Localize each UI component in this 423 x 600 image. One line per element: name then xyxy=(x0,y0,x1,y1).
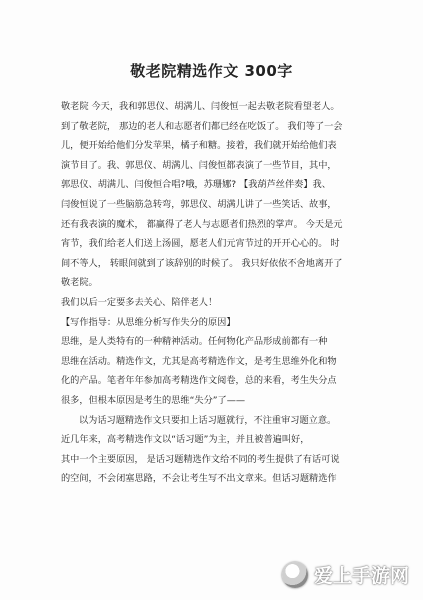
text-line: 以为话习题精选作文只要扣上话习题就行，不注重审习题立意。 xyxy=(79,414,337,426)
text-line: 演节目了。我、郭思仪、胡满儿、闫俊恒都表演了一些节目，其中， xyxy=(61,159,337,171)
site-watermark xyxy=(282,561,409,588)
text-line: 很多，但根本原因是考生的思维“失分”了—— xyxy=(61,394,246,406)
text-line: 间不等人， 转眼间就到了该辞别的时候了。 我只好依依不舍地离开了 xyxy=(61,257,343,269)
watermark-logo-icon xyxy=(282,562,308,588)
document-body xyxy=(61,97,361,489)
page-title: 敬老院精选作文 300字 xyxy=(130,62,293,80)
text-line: 还有我表演的魔术， 都赢得了老人与志愿者们热烈的掌声。 今天是元 xyxy=(61,218,343,230)
watermark-text: 爱上手游网 xyxy=(313,565,409,587)
text-line: 的空间，不会闭塞思路，不会让考生写不出文章来。但话习题精选作 xyxy=(61,473,337,485)
text-line: 近几年来，高考精选作文以“话习题”为主，并且被普遍叫好， xyxy=(61,434,310,446)
text-line: 郭思仪、胡满儿、闫俊恒合唱?哦，苏珊娜? 【我葫芦丝伴奏】我、 xyxy=(61,179,331,191)
text-line: 化的产品。笔者年年参加高考精选作文阅卷，总的来看，考生失分点 xyxy=(61,375,337,387)
text-line: 到了敬老院， 那边的老人和志愿者们都已经在吃饭了。 我们等了一会 xyxy=(61,120,343,132)
text-line: 其中一个主要原因， 是话习题精选作文给不同的考生提供了有话可说 xyxy=(61,453,340,465)
text-line: 儿，便开始给他们分发苹果，橘子和糖。接着，我们就开始给他们表 xyxy=(61,140,337,152)
text-line: 敬老院 今天，我和郭思仪、胡满儿、闫俊恒一起去敬老院看望老人。 xyxy=(61,101,340,112)
section-heading: 【写作指导：从思维分析写作失分的原因】 xyxy=(61,316,236,328)
text-line: 宵节，我们给老人们送上汤圆，愿老人们元宵节过的开开心心的。 时 xyxy=(61,238,340,250)
text-line: 我们以后一定要多去关心、陪伴老人！ xyxy=(61,296,218,308)
text-line: 闫俊恒说了一些脑筋急转弯，郭思仪、胡满儿讲了一些笑话、故事， xyxy=(61,198,337,210)
text-line: 敬老院。 xyxy=(61,277,98,289)
text-line: 思维在活动。精选作文，尤其是高考精选作文，是考生思维外化和物 xyxy=(61,355,337,367)
text-line: 思维，是人类特有的一种精神活动。任何物化产品形成前都有一种 xyxy=(61,336,328,348)
